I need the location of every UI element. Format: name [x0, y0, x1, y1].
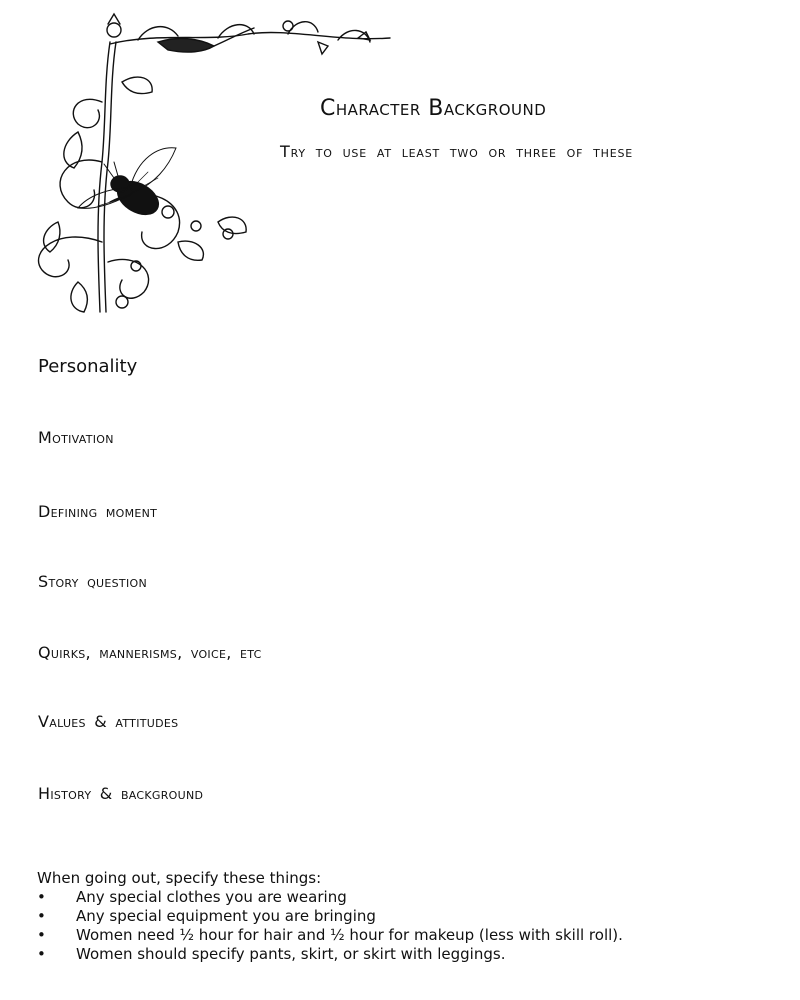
- list-item: [37, 907, 777, 926]
- section-defining-moment: Defining moment: [38, 502, 158, 521]
- bullet-icon: •: [37, 888, 46, 906]
- page-title: Character Background: [320, 96, 547, 121]
- going-out-notes: [37, 869, 777, 964]
- list-item-text: Women should specify pants, skirt, or skirt with leggings.: [76, 945, 506, 963]
- list-item: [37, 926, 777, 945]
- list-item-text: Any special clothes you are wearing: [76, 888, 347, 906]
- notes-list: [37, 888, 777, 964]
- bullet-icon: •: [37, 907, 46, 925]
- section-values-attitudes: Values & attitudes: [38, 712, 179, 731]
- notes-intro: When going out, specify these things:: [37, 869, 322, 887]
- page-subtitle: Try to use at least two or three of these: [280, 142, 634, 161]
- list-item: [37, 945, 777, 964]
- list-item-text: Any special equipment you are bringing: [76, 907, 376, 925]
- section-personality: Personality: [38, 356, 138, 377]
- bullet-icon: •: [37, 926, 46, 944]
- list-item: [37, 888, 777, 907]
- section-history-background: History & background: [38, 784, 204, 803]
- list-item-text: Women need ½ hour for hair and ½ hour for makeup (less with skill roll).: [76, 926, 623, 944]
- bullet-icon: •: [37, 945, 46, 963]
- floral-corner-with-bee-icon: [18, 12, 398, 330]
- section-quirks: Quirks, mannerisms, voice, etc: [38, 643, 262, 662]
- section-story-question: Story question: [38, 572, 147, 591]
- section-motivation: Motivation: [38, 428, 114, 447]
